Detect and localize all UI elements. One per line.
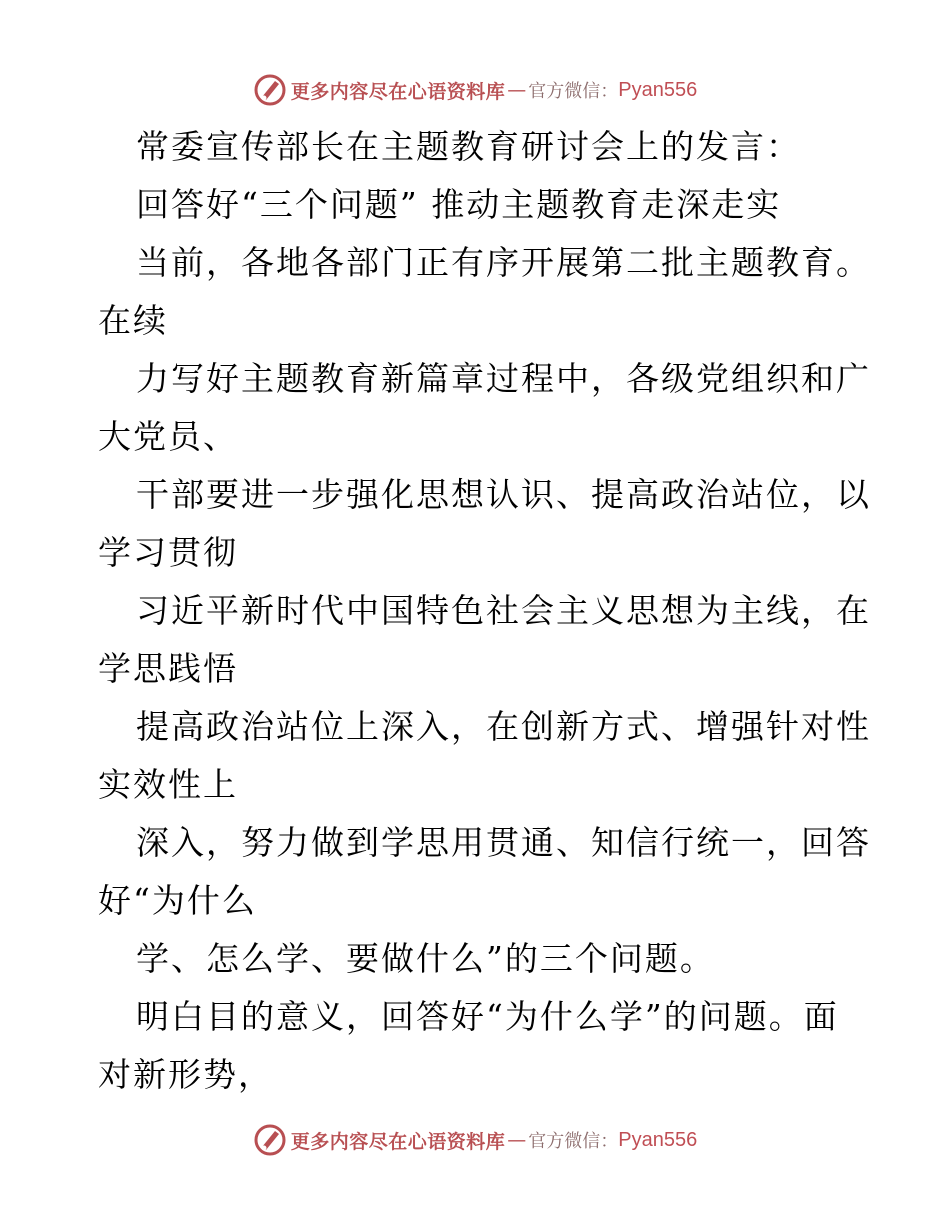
watermark-label: 官方微信：: [528, 1131, 619, 1152]
text-line: 学、怎么学、要做什么”的三个问题。: [136, 939, 715, 978]
watermark-label: 官方微信：: [528, 81, 619, 102]
watermark-text: 更多内容尽在心语资料库: [290, 1130, 506, 1153]
logo-icon: [253, 73, 287, 107]
watermark-separator: —: [507, 1129, 527, 1151]
watermark-id: Pyan556: [618, 1128, 698, 1151]
text-line: 回答好“三个问题” 推动主题教育走深走实: [136, 185, 782, 224]
logo-icon: [253, 1123, 287, 1157]
header-watermark: [0, 70, 950, 110]
text-line: 习近平新时代中国特色社会主义思想为主线，在: [136, 591, 871, 630]
text-line: 好“为什么: [98, 881, 257, 920]
watermark-text: 更多内容尽在心语资料库: [290, 80, 506, 103]
text-line: 提高政治站位上深入，在创新方式、增强针对性: [136, 707, 871, 746]
text-line: 实效性上: [98, 765, 238, 804]
footer-watermark: [0, 1120, 950, 1160]
text-line: 大党员、: [98, 417, 238, 456]
text-line: 学思践悟: [98, 649, 238, 688]
text-line: 常委宣传部长在主题教育研讨会上的发言：: [136, 127, 801, 166]
text-line: 力写好主题教育新篇章过程中，各级党组织和广: [136, 359, 871, 398]
text-line: 当前，各地各部门正有序开展第二批主题教育。: [136, 243, 871, 282]
text-line: 对新形势，: [98, 1055, 273, 1094]
text-line: 干部要进一步强化思想认识、提高政治站位，以: [136, 475, 871, 514]
watermark-separator: —: [507, 79, 527, 101]
text-line: 在续: [98, 301, 168, 340]
text-line: 明白目的意义，回答好“为什么学”的问题。面: [136, 997, 839, 1036]
text-line: 学习贯彻: [98, 533, 238, 572]
watermark-id: Pyan556: [618, 78, 698, 101]
text-line: 深入，努力做到学思用贯通、知信行统一，回答: [136, 823, 871, 862]
document-body: [98, 118, 871, 1104]
